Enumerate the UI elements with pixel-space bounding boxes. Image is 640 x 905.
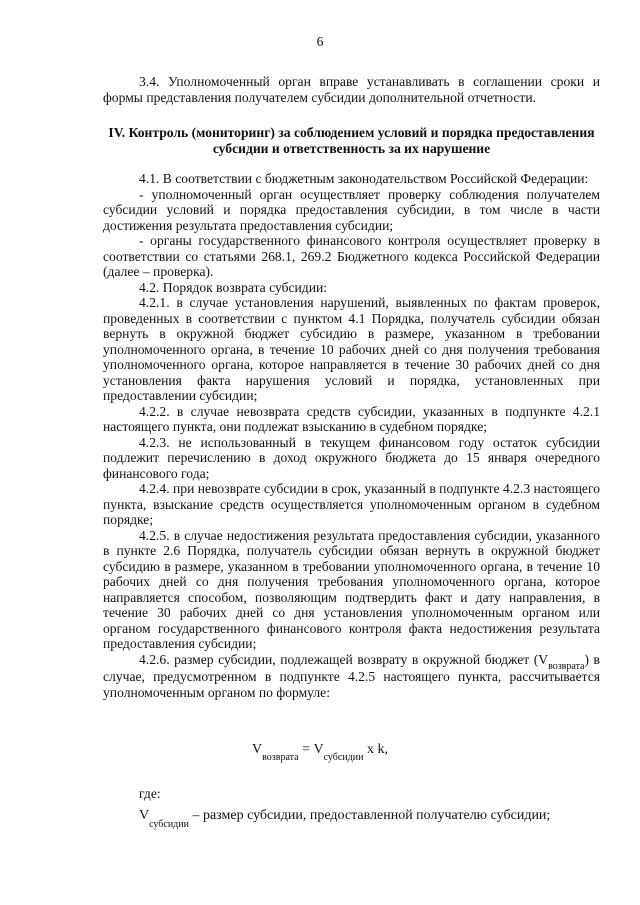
paragraph-4-2-2: 4.2.2. в случае невозврата средств субсидии, указанных в подпункте 4.2.1 настоящего пункта, они подлежат взысканию в судебном порядке; <box>103 403 600 434</box>
paragraph-4-2: 4.2. Порядок возврата субсидии: <box>139 279 328 295</box>
formula-equals: = V <box>298 742 324 757</box>
paragraph-4-1-a: - уполномоченный орган осуществляет проверку соблюдения получателем субсидии условий и порядка предоставления субсидии, в том числе в части достижения результата предоставления субсидии; <box>103 186 600 233</box>
page-number: 6 <box>316 34 324 49</box>
definition-symbol: V <box>139 808 150 823</box>
paragraph-4-2-3: 4.2.3. не использованный в текущем финансовом году остаток субсидии подлежит перечислению в доход окружного бюджета до 15 января очередного финансового года; <box>103 434 600 481</box>
paragraph-4-2-1: 4.2.1. в случае установления нарушений, выявленных по фактам проверок, проведенных в соответствии с пунктом 4.1 Порядка, получатель субсидии обязан вернуть в окружной бюджет субсидию в размере, указанном в требовании уполномоченного органа, в течение 10 рабочих дней со дня получения требования уполномоченного органа, которое направляется в течение 30 рабочих дней со дня установления факта нарушения условий и порядка, установленных при предоставлении субсидии; <box>103 295 600 403</box>
where-label: где: <box>139 786 161 801</box>
paragraph-4-2-6-subscript: возврата <box>548 660 585 672</box>
variable-definition <box>139 808 551 830</box>
section-3-4 <box>103 74 600 105</box>
formula-rhs-subscript: субсидии <box>323 752 364 763</box>
definition-symbol-subscript: субсидии <box>149 819 189 830</box>
paragraph-4-2-6-end: ) в случае, предусмотренном в подпункте 4.2.5 настоящего пункта, рассчитывается уполномоченным органом по формуле: <box>103 651 600 700</box>
formula-tail: x k, <box>363 742 388 757</box>
section-4-body <box>103 171 600 700</box>
definition-text: – размер субсидии, предоставленной получателю субсидии; <box>188 808 551 823</box>
formula-lhs: V <box>252 742 263 757</box>
paragraph-4-2-6 <box>103 652 600 701</box>
paragraph-4-2-4: 4.2.4. при невозврате субсидии в срок, указанный в подпункте 4.2.3 настоящего пункта, взыскание средств осуществляется уполномоченным органом в судебном порядке; <box>103 481 600 527</box>
section-heading: IV. Контроль (мониторинг) за соблюдением условий и порядка предоставления субсидии и ответственность за их нарушение <box>108 125 595 156</box>
paragraph-4-1-b: - органы государственного финансового контроля осуществляет проверку в соответствии со статьями 268.1, 269.2 Бюджетного кодекса Российской Федерации (далее – проверка). <box>103 233 600 279</box>
paragraph-4-1: 4.1. В соответствии с бюджетным законодательством Российской Федерации: <box>139 171 589 186</box>
paragraph-3-4: 3.4. Уполномоченный орган вправе устанавливать в соглашении сроки и формы представления получателем субсидии дополнительной отчетности. <box>103 74 600 105</box>
return-formula <box>0 742 640 763</box>
paragraph-4-2-5: 4.2.5. в случае недостижения результата предоставления субсидии, указанного в пункте 2.6 Порядка, получатель субсидии обязан вернуть в окружной бюджет субсидию в размере, указанном в требовании уполномоченного органа, в течение 10 рабочих дней со дня получения требования уполномоченного органа, которое направляется способом, позволяющим подтвердить факт и дату направления, в течение 30 рабочих дней со дня установления уполномоченным органом или органом государственного финансового контроля факта недостижения результата предоставления субсидии; <box>103 527 600 651</box>
formula-lhs-subscript: возврата <box>262 752 299 763</box>
paragraph-4-2-6-start: 4.2.6. размер субсидии, подлежащей возврату в окружной бюджет (V <box>139 651 549 667</box>
